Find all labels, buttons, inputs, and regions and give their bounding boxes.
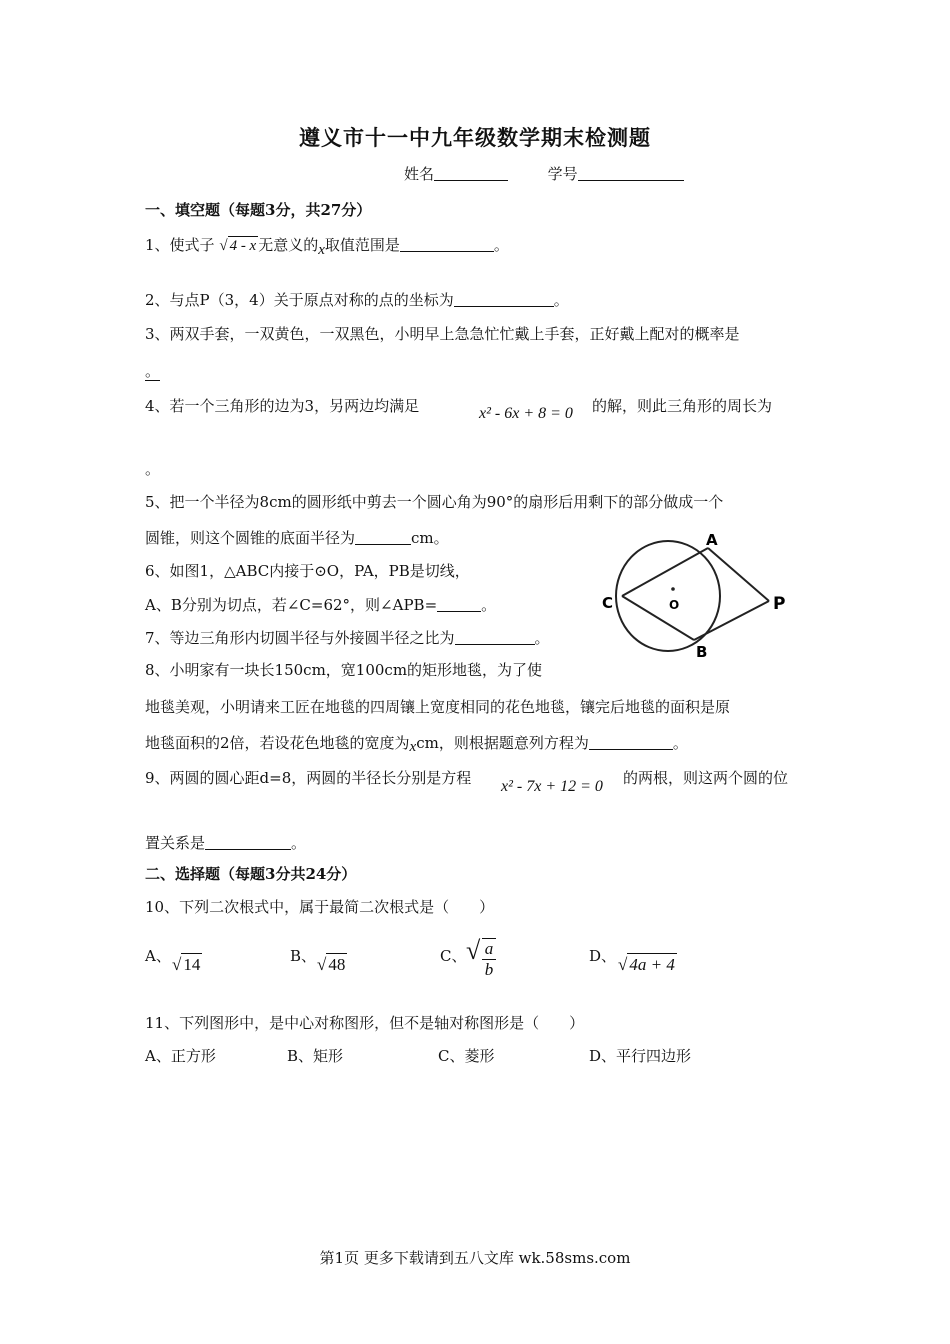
q4-equation: x² - 6x + 8 = 0 <box>479 405 573 422</box>
q10-option-b: B、 <box>290 947 317 965</box>
question-5-line2: 圆锥，则这个圆锥的底面半径为 cm。 <box>145 529 449 547</box>
q11-option-b: B、矩形 <box>287 1047 344 1065</box>
question-3: 3、两双手套，一双黄色，一双黑色，小明早上急急忙忙戴上手套，正好戴上配对的概率是 <box>145 325 740 343</box>
section1-title: 一、填空题（每题3分，共27分） <box>145 201 372 219</box>
question-1: 1、使式子 √ 4 - x 无意义的x取值范围是 。 <box>145 236 509 258</box>
tangent-pa <box>708 548 769 601</box>
q10-option-d: D、 <box>589 947 617 965</box>
question-5: 5、把一个半径为8cm的圆形纸中剪去一个圆心角为90°的扇形后用剩下的部分做成一个 <box>145 493 724 511</box>
label-o: O <box>669 598 680 612</box>
q10-option-a-expr: √ 14 <box>172 955 201 974</box>
question-8-line3: 地毯面积的2倍，若设花色地毯的宽度为xcm，则根据题意列方程为 。 <box>145 734 688 755</box>
question-8: 8、小明家有一块长150cm，宽100cm的矩形地毯，为了使 <box>145 661 543 679</box>
question-8-line2: 地毯美观，小明请来工匠在地毯的四周镶上宽度相同的花色地毯，镶完后地毯的面积是原 <box>145 698 731 716</box>
tangent-pb <box>694 601 769 640</box>
segment-cb <box>622 596 694 640</box>
question-3-line2: 。 <box>145 362 161 380</box>
page-title: 遵义市十一中九年级数学期末检测题 <box>299 125 651 150</box>
name-blank <box>434 166 508 181</box>
id-blank <box>578 166 684 181</box>
question-7: 7、等边三角形内切圆半径与外接圆半径之比为 。 <box>145 629 550 647</box>
question-9-suffix: 的两根，则这两个圆的位 <box>623 769 789 787</box>
question-6: 6、如图1，△ABC内接于⊙O，PA，PB是切线， <box>145 562 470 580</box>
section2-title: 二、选择题（每题3分共24分） <box>145 865 357 883</box>
q10-option-c-radical: √ <box>466 936 481 965</box>
name-label: 姓名 <box>404 165 435 183</box>
q11-option-d: D、平行四边形 <box>589 1047 692 1065</box>
segment-ca <box>622 548 708 596</box>
q8-blank <box>589 735 673 750</box>
student-info <box>404 163 684 184</box>
question-4: 4、若一个三角形的边为3，另两边均满足 <box>145 397 420 415</box>
q9-equation: x² - 7x + 12 = 0 <box>501 778 603 795</box>
q10-option-c: C、 <box>440 947 467 965</box>
label-b: B <box>696 643 708 661</box>
q10-option-a: A、 <box>145 947 171 965</box>
question-10: 10、下列二次根式中，属于最简二次根式是（ ） <box>145 898 495 916</box>
center-dot <box>671 587 675 591</box>
q10-option-b-expr: √ 48 <box>317 955 346 974</box>
question-11: 11、下列图形中，是中心对称图形，但不是轴对称图形是（ ） <box>145 1014 585 1032</box>
q11-option-a: A、正方形 <box>145 1047 216 1065</box>
label-c: C <box>602 594 614 612</box>
q6-blank <box>437 597 481 612</box>
question-4-line2: 。 <box>145 460 161 478</box>
q10-option-c-fraction: a b <box>482 938 496 980</box>
question-4-suffix: 的解，则此三角形的周长为 <box>592 397 773 415</box>
label-p: P <box>773 594 786 614</box>
q1-sqrt: √ 4 - x <box>219 238 257 254</box>
question-9-line2: 置关系是 。 <box>145 834 307 852</box>
q7-blank <box>455 630 535 645</box>
q5-blank <box>355 530 411 545</box>
q11-option-c: C、菱形 <box>438 1047 495 1065</box>
question-2: 2、与点P（3，4）关于原点对称的点的坐标为 。 <box>145 291 569 309</box>
page-footer: 第1页 更多下载请到五八文库 wk.58sms.com <box>319 1249 631 1267</box>
id-label: 学号 <box>547 165 578 183</box>
q10-option-d-expr: √ 4a + 4 <box>618 955 675 974</box>
question-6-line2: A、B分别为切点，若∠C=62°，则∠APB= 。 <box>145 596 497 614</box>
figure-1-circle-tangents <box>600 528 800 663</box>
q9-blank <box>205 835 291 850</box>
label-a: A <box>706 531 718 549</box>
q1-blank <box>400 237 494 252</box>
question-9: 9、两圆的圆心距d=8，两圆的半径长分别是方程 <box>145 769 472 787</box>
q2-blank <box>454 292 554 307</box>
